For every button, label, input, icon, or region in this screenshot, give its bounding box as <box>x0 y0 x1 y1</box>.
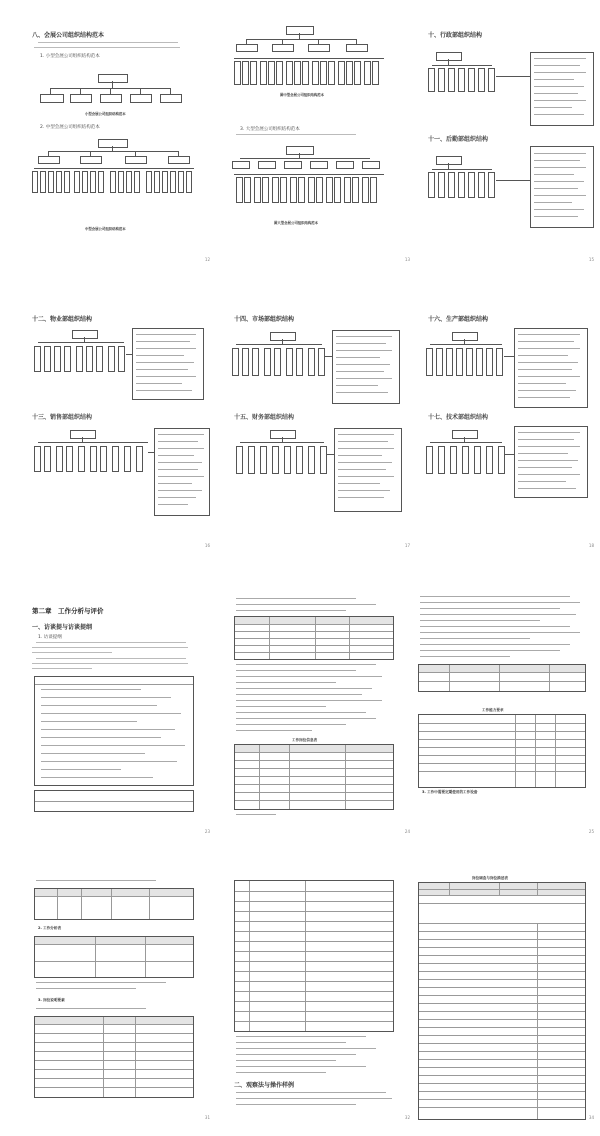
page-title: 十六、生产部组织结构 <box>428 316 489 323</box>
subtitle: 十七、技术部组织结构 <box>428 414 489 421</box>
page-25[interactable] <box>414 580 600 842</box>
table-title: 岗位调查与岗位描述表 <box>472 876 508 880</box>
page-title: 十四、市场部组织结构 <box>234 316 295 323</box>
subtitle: 十一、后勤部组织结构 <box>428 136 489 143</box>
page-13[interactable] <box>230 8 416 270</box>
page-number: 31 <box>204 1115 210 1120</box>
page-12[interactable] <box>30 8 216 270</box>
page-number: 18 <box>588 543 594 548</box>
table-title: 工作岗位信息表 <box>292 738 318 742</box>
page-number: 25 <box>588 829 594 834</box>
page-31[interactable] <box>30 866 216 1128</box>
page-18[interactable] <box>414 294 600 556</box>
table-title: 3. 工作中需要定期使用的工作设备 <box>422 790 478 794</box>
subtitle: 十三、销售部组织结构 <box>32 414 93 421</box>
subtitle: 1. 访谈提纲 <box>38 635 62 640</box>
subtitle: 2. 中型会展公司组织结构范本 <box>40 125 100 130</box>
page-number: 32 <box>404 1115 410 1120</box>
figure-caption: 中型会展公司组织结构范本 <box>85 227 126 231</box>
table-title: 工作能力要求 <box>482 708 504 712</box>
page-34[interactable] <box>414 866 600 1128</box>
page-number: 34 <box>588 1115 594 1120</box>
page-number: 16 <box>204 543 210 548</box>
page-title: 十、行政部组织结构 <box>428 32 483 39</box>
figure-caption: 小型会展公司组织结构范本 <box>85 112 126 116</box>
table-title: 2. 工作分析表 <box>38 926 62 930</box>
figure-caption: 图中型会展公司组织结构范本 <box>280 93 325 97</box>
page-number: 13 <box>404 257 410 262</box>
subtitle: 十五、财务部组织结构 <box>234 414 295 421</box>
page-15[interactable] <box>414 8 600 270</box>
page-title: 十二、物业部组织结构 <box>32 316 93 323</box>
page-title: 八、会展公司组织结构范本 <box>32 32 105 39</box>
subtitle: 1. 小型会展公司组织结构范本 <box>40 54 100 59</box>
page-32[interactable] <box>230 866 416 1128</box>
figure-caption: 图大型会展公司组织结构范本 <box>274 221 319 225</box>
section-title: 二、观察法与操作样例 <box>234 1082 295 1089</box>
page-number: 12 <box>204 257 210 262</box>
table-title: 3. 岗位说明要素 <box>38 998 65 1002</box>
page-number: 15 <box>588 257 594 262</box>
page-16[interactable] <box>30 294 216 556</box>
chapter-title: 第二章 工作分析与评价 <box>32 607 104 615</box>
page-number: 17 <box>404 543 410 548</box>
page-number: 23 <box>204 829 210 834</box>
page-number: 24 <box>404 829 410 834</box>
page-17[interactable] <box>230 294 416 556</box>
section-title: 一、访谈提与访谈提纲 <box>32 624 93 631</box>
page-23[interactable] <box>30 580 216 842</box>
page-24[interactable] <box>230 580 416 842</box>
subtitle: 3. 大型会展公司组织结构范本 <box>240 127 300 132</box>
